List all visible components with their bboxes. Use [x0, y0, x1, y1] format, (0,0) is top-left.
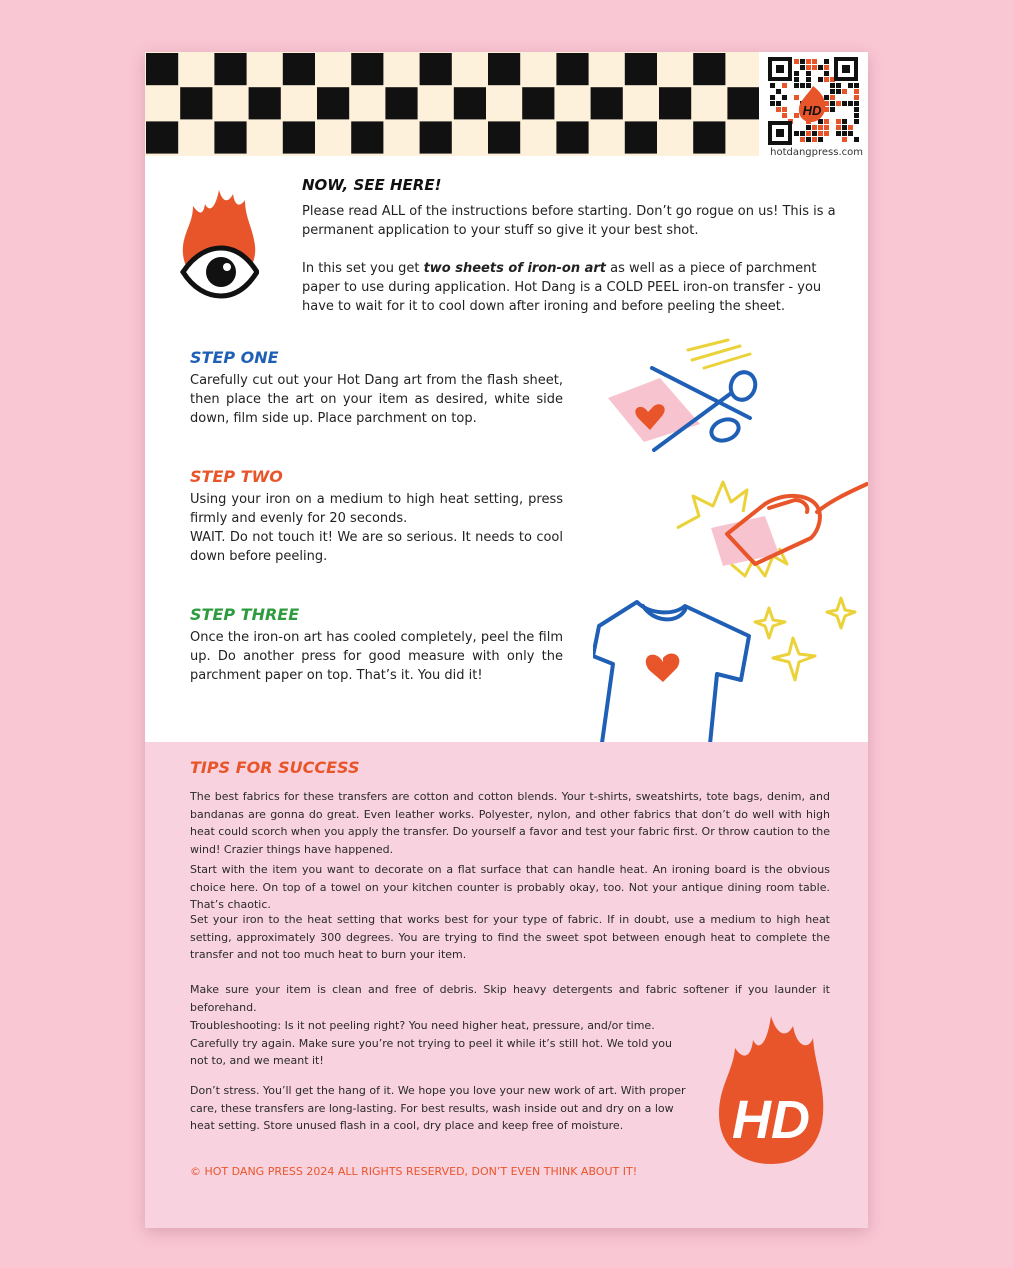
step-two [190, 467, 563, 566]
checker-square [146, 53, 178, 85]
step-three [190, 605, 563, 685]
intro-paragraph-2: In this set you get two sheets of iron-on art as well as a piece of parchment paper to use during application. Hot Dang is a COLD PEEL iron-on transfer - you have to wait for it to cool down after ironing and before peeling the sheet. [302, 261, 822, 314]
checker-square [659, 87, 691, 119]
checker-square [317, 87, 349, 119]
step-one-title: STEP ONE [190, 348, 279, 367]
step-two-text-2: WAIT. Do not touch it! We are so serious. It needs to cool down before peeling. [190, 530, 563, 564]
tip-paragraph: Set your iron to the heat setting that works best for your type of fabric. If in doubt, use a medium to high heat setting, approximately 300 degrees. You are trying to find the sweet spot between enough heat to complete the transfer and not too much heat to burn your item. [190, 913, 830, 961]
checker-square [351, 53, 383, 85]
intro-section [302, 176, 837, 316]
scissors-icon [600, 338, 770, 458]
troubleshooting-paragraph: Troubleshooting: Is it not peeling right? You need higher heat, pressure, and/or time. Carefully try again. Make sure you’re not trying to peel it while it’s still hot. We told you not to, and we meant it! [190, 1019, 673, 1067]
checker-square [214, 121, 246, 153]
checker-square [625, 121, 657, 153]
step-three-title: STEP THREE [190, 605, 300, 624]
checker-square [420, 121, 452, 153]
checker-square [591, 87, 623, 119]
checker-square [693, 121, 725, 153]
iron-icon [669, 472, 868, 592]
intro-emphasis: two sheets of iron-on art [423, 261, 607, 276]
step-two-text-1: Using your iron on a medium to high heat setting, press firmly and evenly for 20 seconds. [190, 492, 563, 526]
checker-square [351, 121, 383, 153]
checker-square [522, 87, 554, 119]
checker-square [420, 53, 452, 85]
step-one [190, 348, 563, 428]
intro-paragraph-1: Please read ALL of the instructions before starting. Don’t go rogue on us! This is a permanent application to your stuff so give it your best shot. [302, 204, 836, 238]
intro-heading: NOW, SEE HERE! [302, 176, 442, 194]
checker-square [283, 53, 315, 85]
checker-square [454, 87, 486, 119]
tshirt-icon [593, 594, 868, 764]
step-one-text: Carefully cut out your Hot Dang art from the flash sheet, then place the art on your item as desired, white side down, film side up. Place parchment on top. [190, 373, 563, 426]
tips-section [145, 742, 868, 1228]
tip-paragraph: Don’t stress. You’ll get the hang of it. We hope you love your new work of art. With proper care, these transfers are long-lasting. For best results, wash inside out and dry on a low heat setting. Store unused flash in a cool, dry place and keep free of moisture. [190, 1084, 686, 1132]
checker-square [488, 121, 520, 153]
tip-paragraph: The best fabrics for these transfers are cotton and cotton blends. Your t-shirts, sweatshirts, tote bags, denim, and bandanas are gonna do great. Even leather works. Polyester, nylon, and other fabrics that don’t do well with high heat could scorch when you apply the transfer. Do yourself a favor and test your fabric first. Or throw caution to the wind! Crazier things have happened. [190, 790, 830, 856]
checker-square [385, 87, 417, 119]
instruction-card [145, 52, 868, 1228]
checker-square [556, 121, 588, 153]
website-url[interactable]: hotdangpress.com [770, 147, 863, 158]
checker-square [556, 53, 588, 85]
checker-square [488, 53, 520, 85]
tip-paragraph: Start with the item you want to decorate on a flat surface that can handle heat. An ironing board is the obvious choice here. On top of a towel on your kitchen counter is probably okay, too. Not your antique dining room table. That’s chaotic. [190, 863, 830, 911]
checkerboard-banner [145, 52, 759, 156]
checker-square [214, 53, 246, 85]
tips-heading: TIPS FOR SUCCESS [190, 758, 360, 777]
tip-paragraph: Make sure your item is clean and free of debris. Skip heavy detergents and fabric softener if you launder it beforehand. [190, 983, 830, 1014]
hd-flame-logo [717, 1014, 825, 1166]
copyright-notice: © HOT DANG PRESS 2024 ALL RIGHTS RESERVED, DON’T EVEN THINK ABOUT IT! [190, 1165, 638, 1178]
checker-square [180, 87, 212, 119]
checker-square [625, 53, 657, 85]
flaming-eye-icon [179, 188, 259, 304]
checker-square [283, 121, 315, 153]
hd-logo-text: HD [732, 1090, 810, 1150]
checker-square [249, 87, 281, 119]
step-two-title: STEP TWO [190, 467, 283, 486]
step-three-text: Once the iron-on art has cooled completely, peel the film up. Do another press for good measure with only the parchment paper on top. That’s it. You did it! [190, 630, 563, 683]
qr-label: HD [802, 103, 822, 118]
qr-code-icon [767, 56, 859, 146]
checker-square [146, 121, 178, 153]
checker-square [727, 87, 759, 119]
checker-square [693, 53, 725, 85]
